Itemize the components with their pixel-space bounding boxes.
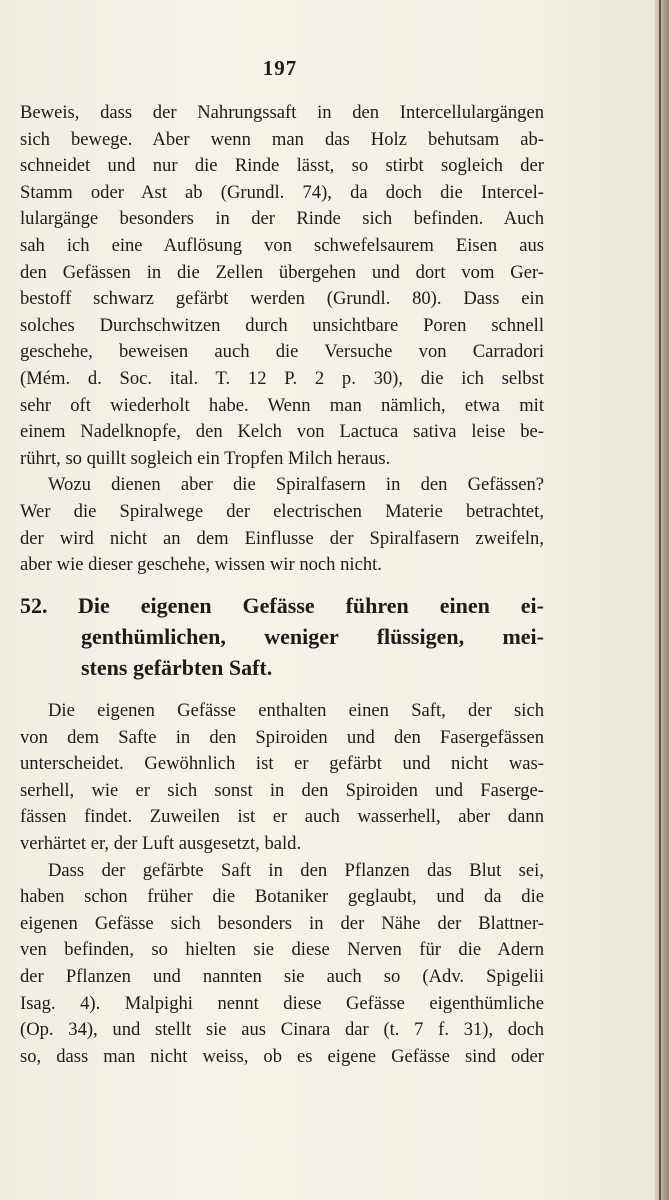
text-line: einem Nadelknopfe, den Kelch von Lactuca sativa leise be-	[20, 421, 544, 443]
text-line: aber wie dieser geschehe, wissen wir noch nicht.	[20, 554, 382, 576]
text-line: eigenen Gefässe sich besonders in der Nähe der Blattner-	[20, 912, 544, 934]
text-line: geschehe, beweisen auch die Versuche von Carradori	[20, 341, 544, 363]
text-line: von dem Safte in den Spiroiden und den Fasergefässen	[20, 726, 544, 748]
text-line: Die eigenen Gefässe enthalten einen Saft, der sich	[48, 700, 544, 721]
text-line: Stamm oder Ast ab (Grundl. 74), da doch die Intercel-	[20, 181, 544, 203]
paragraph-continuation	[20, 100, 544, 579]
text-line: bestoff schwarz gefärbt werden (Grundl. 80). Dass ein	[20, 288, 544, 310]
text-line: lulargänge besonders in der Rinde sich befinden. Auch	[20, 208, 544, 230]
page-edge-line	[659, 0, 661, 1200]
text-line: der wird nicht an dem Einflusse der Spiralfasern zweifeln,	[20, 527, 544, 549]
section-heading	[20, 590, 544, 683]
text-line: so, dass man nicht weiss, ob es eigene Gefässe sind oder	[20, 1045, 544, 1067]
text-line: Wer die Spiralwege der electrischen Materie betrachtet,	[20, 500, 544, 522]
heading-line	[20, 590, 544, 621]
text-line: fässen findet. Zuweilen ist er auch wasserhell, aber dann	[20, 806, 544, 828]
text-line: rührt, so quillt sogleich ein Tropfen Milch heraus.	[20, 447, 391, 469]
text-line: ven befinden, so hielten sie diese Nerven für die Adern	[20, 939, 544, 961]
text-line: unterscheidet. Gewöhnlich ist er gefärbt und nicht was-	[20, 753, 544, 775]
page-number: 197	[262, 56, 298, 80]
text-line: sehr oft wiederholt habe. Wenn man nämlich, etwa mit	[20, 394, 544, 416]
heading-line: stens gefärbten Saft.	[81, 655, 273, 680]
heading-line: genthümlichen, weniger flüssigen, mei-	[81, 624, 544, 649]
text-line: Wozu dienen aber die Spiralfasern in den Gefässen?	[48, 474, 544, 496]
text-line: sah ich eine Auflösung von schwefelsaurem Eisen aus	[20, 234, 544, 256]
text-line: (Op. 34), und stellt sie aus Cinara dar (t. 7 f. 31), doch	[20, 1019, 544, 1041]
text-line: solches Durchschwitzen durch unsichtbare Poren schnell	[20, 314, 544, 336]
text-line: serhell, wie er sich sonst in den Spiroiden und Faserge-	[20, 779, 544, 801]
section-number: 52.	[20, 593, 48, 618]
text-line: schneidet und nur die Rinde lässt, so stirbt sogleich der	[20, 155, 544, 177]
text-line: sich bewege. Aber wenn man das Holz behutsam ab-	[20, 128, 544, 150]
text-line: Beweis, dass der Nahrungssaft in den Intercellulargängen	[20, 102, 544, 123]
text-line: verhärtet er, der Luft ausgesetzt, bald.	[20, 832, 302, 854]
text-line: Dass der gefärbte Saft in den Pflanzen das Blut sei,	[48, 859, 544, 881]
text-line: der Pflanzen und nannten sie auch so (Adv. Spigelii	[20, 965, 544, 987]
text-line: (Mém. d. Soc. ital. T. 12 P. 2 p. 30), die ich selbst	[20, 367, 544, 389]
heading-text: Die eigenen Gefässe führen einen ei-	[78, 593, 544, 618]
text-line: haben schon früher die Botaniker geglaubt, und da die	[20, 886, 544, 908]
text-line: den Gefässen in die Zellen übergehen und dort vom Ger-	[20, 261, 544, 283]
text-line: Isag. 4). Malpighi nennt diese Gefässe eigenthümliche	[20, 992, 544, 1014]
paragraph-body	[20, 698, 544, 1070]
page-edge-shadow	[655, 0, 669, 1200]
